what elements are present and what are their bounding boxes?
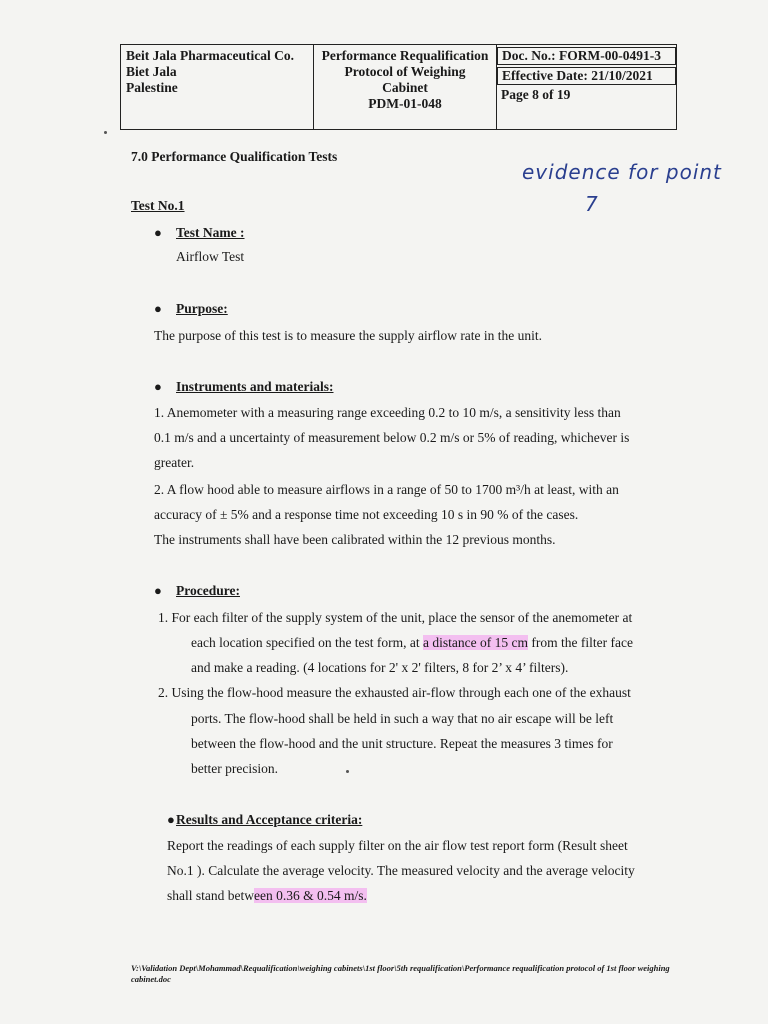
bullet-icon: ● xyxy=(154,225,162,240)
doc-title-line-2: Protocol of Weighing xyxy=(344,64,466,79)
instruments-line: The instruments shall have been calibrated within the 12 previous months. xyxy=(154,532,556,547)
procedure-line: 1. For each filter of the supply system of the unit, place the sensor of the anemometer at xyxy=(158,610,633,625)
purpose-label: Purpose: xyxy=(176,301,228,316)
doc-number: Doc. No.: FORM-00-0491-3 xyxy=(497,47,676,65)
bullet-icon: ● xyxy=(154,301,162,316)
procedure-text: from the filter face xyxy=(528,635,633,650)
results-text: shall stand betw xyxy=(167,888,254,903)
procedure-line: better precision. xyxy=(191,761,278,776)
doc-code: PDM-01-048 xyxy=(368,96,442,111)
handwritten-note: evidence for point xyxy=(522,160,722,184)
handwritten-note-number: 7 xyxy=(585,192,599,216)
results-line: Report the readings of each supply filter on the air flow test report form (Result sheet xyxy=(167,838,628,853)
procedure-line: between the flow-hood and the unit structure. Repeat the measures 3 times for xyxy=(191,736,613,751)
scan-speck xyxy=(104,131,107,134)
doc-title-line-3: Cabinet xyxy=(382,80,428,95)
header-company-cell xyxy=(121,45,314,129)
instruments-line: greater. xyxy=(154,455,195,470)
company-country: Palestine xyxy=(126,80,178,95)
scan-speck xyxy=(346,770,349,773)
procedure-line: and make a reading. (4 locations for 2' x 2' filters, 8 for 2’ x 4’ filters). xyxy=(191,660,569,675)
procedure-line xyxy=(191,635,633,651)
instruments-line: 2. A flow hood able to measure airflows in a range of 50 to 1700 m³/h at least, with an xyxy=(154,482,619,497)
results-label: Results and Acceptance criteria: xyxy=(176,812,363,827)
page-number: Page 8 of 19 xyxy=(501,87,571,102)
header-title-cell xyxy=(314,45,497,129)
file-path-footer: V:\Validation Dept\Mohammad\Requalification\weighing cabinets\1st floor\5th requalification\Performance requalification protocol of 1st floor weighing cabinet.doc xyxy=(131,963,670,984)
company-name: Beit Jala Pharmaceutical Co. xyxy=(126,48,294,63)
procedure-line: 2. Using the flow-hood measure the exhausted air-flow through each one of the exhaust xyxy=(158,685,631,700)
company-city: Biet Jala xyxy=(126,64,177,79)
test-name-value: Airflow Test xyxy=(176,249,245,264)
highlighted-text: een 0.36 & 0.54 m/s. xyxy=(254,888,367,903)
highlighted-text: a distance of 15 cm xyxy=(423,635,529,650)
test-number: Test No.1 xyxy=(131,198,185,213)
instruments-label: Instruments and materials: xyxy=(176,379,334,394)
purpose-text: The purpose of this test is to measure the supply airflow rate in the unit. xyxy=(154,328,543,343)
bullet-icon: ● xyxy=(154,583,162,598)
test-name-label: Test Name : xyxy=(176,225,245,240)
effective-date: Effective Date: 21/10/2021 xyxy=(497,67,676,85)
bullet-icon: ● xyxy=(154,379,162,394)
results-line: No.1 ). Calculate the average velocity. The measured velocity and the average velocity xyxy=(167,863,635,878)
section-title: 7.0 Performance Qualification Tests xyxy=(131,149,338,164)
instruments-line: accuracy of ± 5% and a response time not exceeding 10 s in 90 % of the cases. xyxy=(154,507,579,522)
header-meta-cell xyxy=(497,45,676,129)
bullet-icon: ● xyxy=(167,812,175,827)
instruments-line: 0.1 m/s and a uncertainty of measurement below 0.2 m/s or 5% of reading, whichever is xyxy=(154,430,630,445)
procedure-text: each location specified on the test form, at xyxy=(191,635,424,650)
doc-title-line-1: Performance Requalification xyxy=(321,48,489,63)
procedure-line: ports. The flow-hood shall be held in such a way that no air escape will be left xyxy=(191,711,614,726)
results-line xyxy=(167,888,367,904)
procedure-label: Procedure: xyxy=(176,583,240,598)
instruments-line: 1. Anemometer with a measuring range exceeding 0.2 to 10 m/s, a sensitivity less than xyxy=(154,405,621,420)
header-table xyxy=(120,44,677,130)
